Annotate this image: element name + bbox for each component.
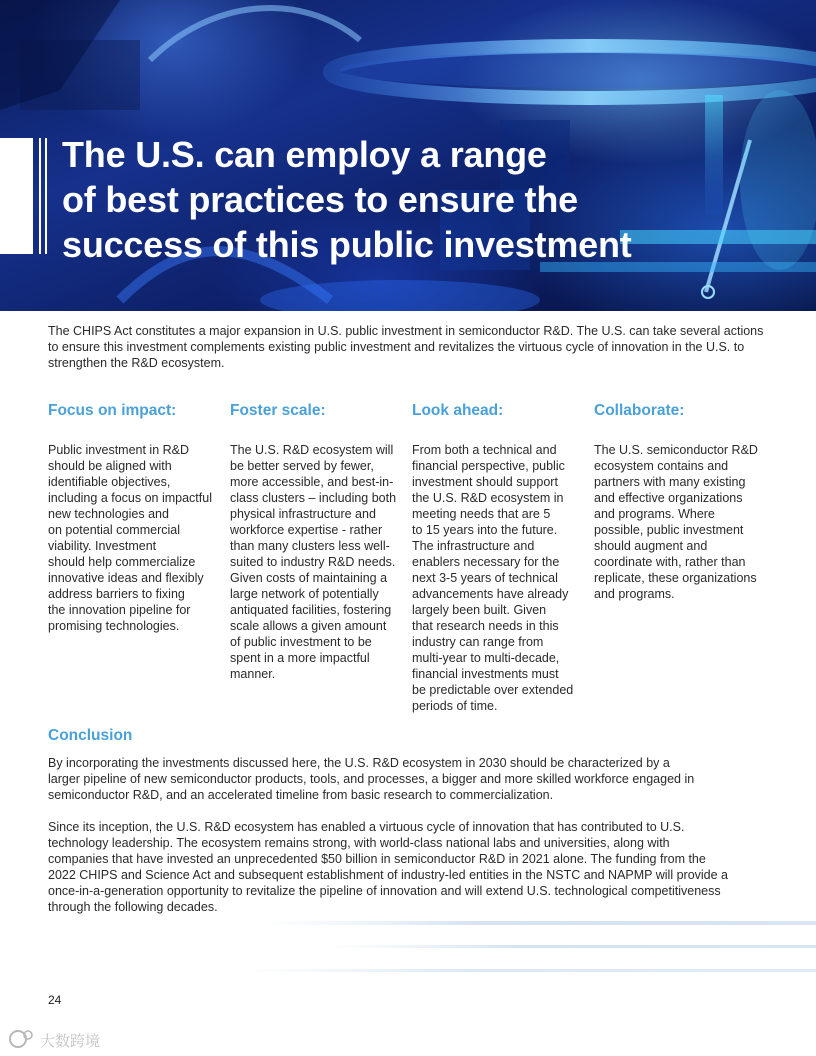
conclusion-paragraph-1: By incorporating the investments discussed here, the U.S. R&D ecosystem in 2030 should be characterized by a larger pipeline of new semiconductor products, tools, and processes, a bigger and more skilled workforce engaged in semiconductor R&D, and an accelerated timeline from basic research to commercialization. <box>48 756 695 802</box>
page-title: The U.S. can employ a range of best practices to ensure the success of this public investment <box>62 134 632 265</box>
hero-accent-rule <box>39 138 41 254</box>
hero-accent-rule <box>45 138 47 254</box>
column-focus-on-impact <box>48 402 226 634</box>
hero-accent-bar <box>0 138 33 254</box>
intro-paragraph: The CHIPS Act constitutes a major expansion in U.S. public investment in semiconductor R&D. The U.S. can take several actions to ensure this investment complements existing public investment and revitalizes the virtuous cycle of innovation in the U.S. to strengthen the R&D ecosystem. <box>48 324 764 370</box>
column-heading: Foster scale: <box>230 402 326 419</box>
decorative-lines <box>0 915 816 985</box>
column-body: The U.S. semiconductor R&D ecosystem contains and partners with many existing and effective organizations and programs. Where possible, public investment should augment and coordinate with, rather than replicate, these organizations and programs. <box>594 443 758 601</box>
conclusion-paragraph-2: Since its inception, the U.S. R&D ecosystem has enabled a virtuous cycle of innovation that has contributed to U.S. technology leadership. The ecosystem remains strong, with world-class national labs and universities, along with companies that have invested an unprecedented $50 billion in semiconductor R&D in 2021 alone. The funding from the 2022 CHIPS and Science Act and subsequent establishment of industry-led entities in the NSTC and NAPMP will provide a once-in-a-generation opportunity to revitalize the pipeline of innovation and will extend U.S. technological competitiveness through the following decades. <box>48 820 728 914</box>
column-body: Public investment in R&D should be aligned with identifiable objectives, including a focus on impactful new technologies and on potential commercial viability. Investment should help commercialize innovative ideas and flexibly address barriers to fixing the innovation pipeline for promising technologies. <box>48 443 212 633</box>
column-body: From both a technical and financial perspective, public investment should support the U.S. R&D ecosystem in meeting needs that are 5 to 15 years into the future. The infrastructure and enablers necessary for the next 3-5 years of technical advancements have already largely been built. Given that research needs in this industry can range from multi-year to multi-decade, financial investments must be predictable over extended periods of time. <box>412 443 574 713</box>
column-collaborate <box>594 402 772 602</box>
watermark-logo <box>6 1028 116 1052</box>
column-heading: Focus on impact: <box>48 402 177 419</box>
hero-banner <box>0 0 816 311</box>
column-body: The U.S. R&D ecosystem will be better served by fewer, more accessible, and best-in- class clusters – including both physical infrastructure and workforce expertise - rather than many clusters less well- suited to industry R&D needs. Given costs of maintaining a large network of potentially antiquated facilities, fostering scale allows a given amount of public investment to be spent in a more impactful manner. <box>230 443 397 681</box>
conclusion-heading: Conclusion <box>48 727 133 744</box>
watermark-text: 大数跨境 <box>40 1032 101 1050</box>
column-heading: Collaborate: <box>594 402 685 419</box>
column-look-ahead <box>412 402 590 714</box>
column-heading: Look ahead: <box>412 402 504 419</box>
page-number: 24 <box>48 993 62 1007</box>
column-foster-scale <box>230 402 408 682</box>
